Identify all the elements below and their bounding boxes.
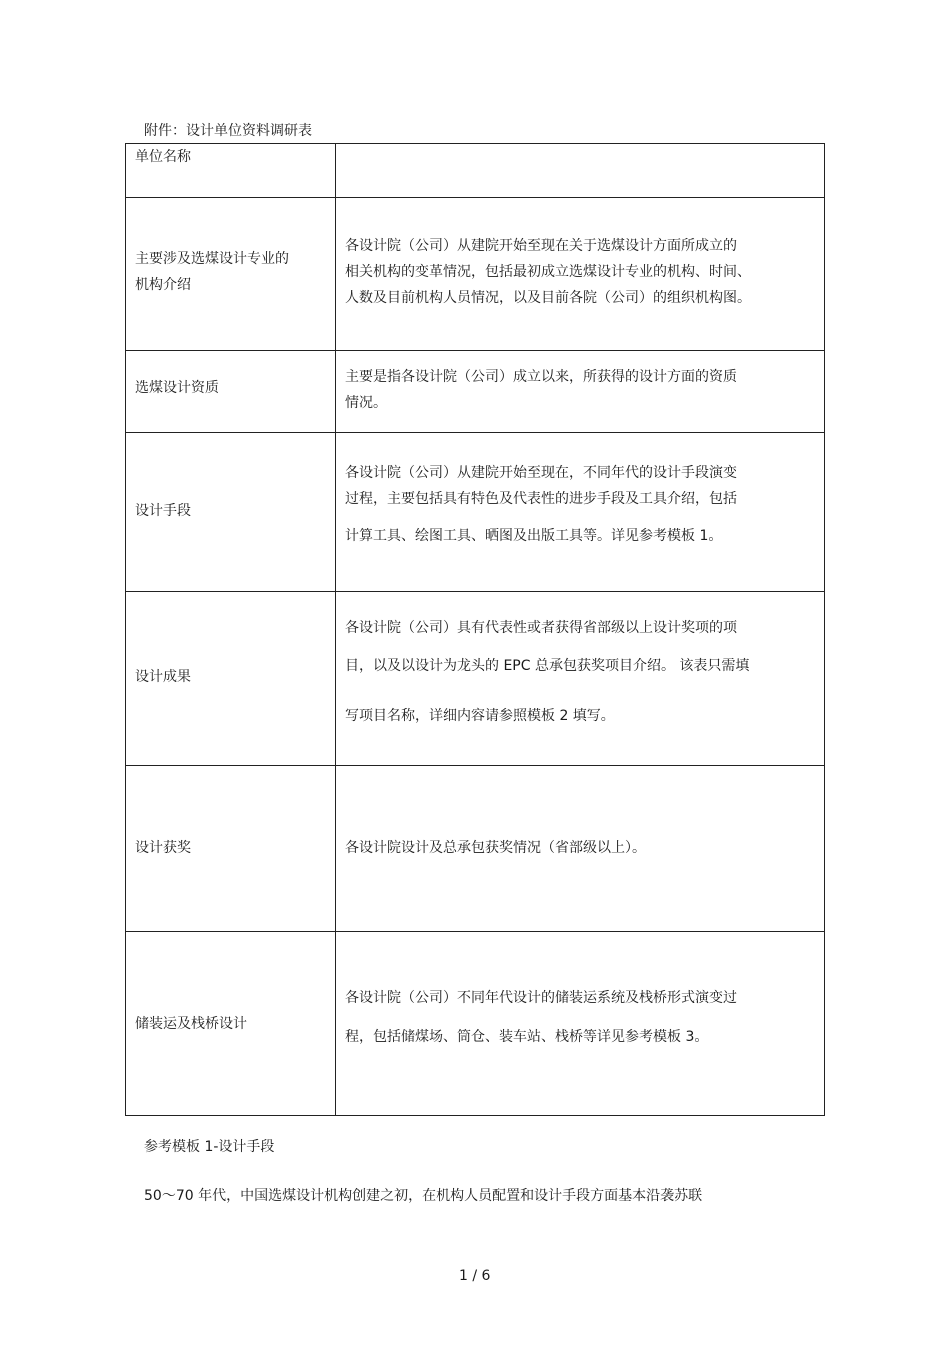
- row-label: 主要涉及选煤设计专业的: [135, 251, 289, 267]
- row-content-cell: [336, 433, 825, 592]
- page-number: 1 / 6: [459, 1268, 491, 1284]
- content-line: 各设计院（公司）不同年代设计的储装运系统及栈桥形式演变过: [345, 990, 737, 1006]
- content-line: 各设计院（公司）具有代表性或者获得省部级以上设计奖项的项: [345, 620, 737, 636]
- row-label-cell: [126, 144, 336, 198]
- row-content-cell: [336, 198, 825, 351]
- row-label-cell: [126, 932, 336, 1116]
- table-row: [126, 351, 825, 433]
- row-label: 机构介绍: [135, 277, 191, 293]
- table-row: [126, 433, 825, 592]
- row-label: 设计成果: [135, 669, 191, 685]
- page-title: 附件：设计单位资料调研表: [144, 123, 312, 139]
- content-line: 程，包括储煤场、筒仓、装车站、栈桥等详见参考模板 3。: [345, 1029, 709, 1045]
- row-content-cell: [336, 144, 825, 198]
- reference-heading: 参考模板 1-设计手段: [144, 1139, 275, 1155]
- reference-paragraph: 50～70 年代，中国选煤设计机构创建之初，在机构人员配置和设计手段方面基本沿袭苏联: [144, 1188, 703, 1204]
- row-content-cell: [336, 932, 825, 1116]
- row-label-cell: [126, 766, 336, 932]
- row-label: 选煤设计资质: [135, 380, 219, 396]
- content-line: 相关机构的变革情况，包括最初成立选煤设计专业的机构、时间、: [345, 264, 751, 280]
- content-line: 写项目名称，详细内容请参照模板 2 填写。: [345, 708, 615, 724]
- row-label: 设计获奖: [135, 840, 191, 856]
- content-line: 计算工具、绘图工具、晒图及出版工具等。详见参考模板 1。: [345, 528, 723, 544]
- row-label: 设计手段: [135, 503, 191, 519]
- survey-table: [125, 143, 825, 1116]
- content-line: 各设计院设计及总承包获奖情况（省部级以上）。: [345, 840, 646, 856]
- row-label: 储装运及栈桥设计: [135, 1016, 247, 1032]
- row-content-cell: [336, 351, 825, 433]
- content-line: 主要是指各设计院（公司）成立以来，所获得的设计方面的资质: [345, 369, 737, 385]
- content-line: 过程，主要包括具有特色及代表性的进步手段及工具介绍，包括: [345, 491, 737, 507]
- content-line: 目，以及以设计为龙头的 EPC 总承包获奖项目介绍。 该表只需填: [345, 658, 750, 674]
- row-content-cell: [336, 766, 825, 932]
- table-row: [126, 144, 825, 198]
- table-row: [126, 198, 825, 351]
- content-line: 各设计院（公司）从建院开始至现在，不同年代的设计手段演变: [345, 465, 737, 481]
- content-line: 情况。: [345, 395, 387, 411]
- row-label: 单位名称: [135, 149, 191, 165]
- table-row: [126, 932, 825, 1116]
- row-label-cell: [126, 198, 336, 351]
- content-line: 各设计院（公司）从建院开始至现在关于选煤设计方面所成立的: [345, 238, 737, 254]
- content-line: 人数及目前机构人员情况，以及目前各院（公司）的组织机构图。: [345, 290, 751, 306]
- row-content-cell: [336, 592, 825, 766]
- row-label-cell: [126, 351, 336, 433]
- row-label-cell: [126, 592, 336, 766]
- table-row: [126, 592, 825, 766]
- table-row: [126, 766, 825, 932]
- row-label-cell: [126, 433, 336, 592]
